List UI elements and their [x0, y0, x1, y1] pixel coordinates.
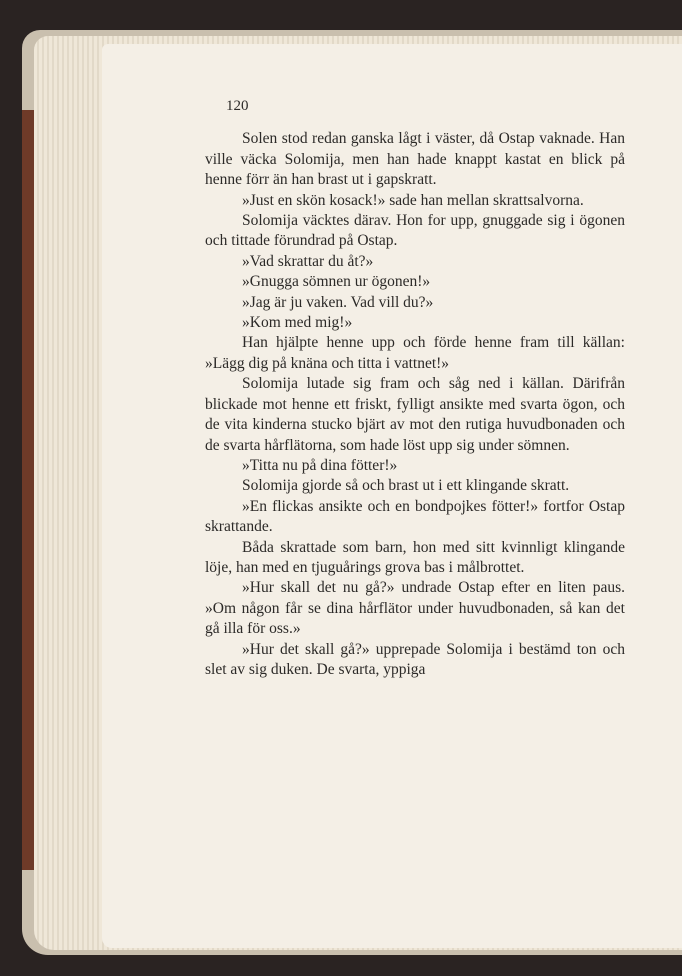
paragraph: Solen stod redan ganska lågt i väster, då Ostap vaknade. Han ville väcka Solomija, men han hade knappt kastat en blick på henne förr än han brast ut i gapskratt.	[205, 130, 625, 189]
paragraph: Båda skrattade som barn, hon med sitt kvinnligt klingande löje, han med en tjuguårings grova bas i målbrottet.	[205, 538, 625, 576]
paragraph: »Hur skall det nu gå?» undrade Ostap efter en liten paus. »Om någon får se dina hårflätor under huvudbonaden, så kan det gå illa för oss.»	[205, 579, 625, 638]
paragraph: Han hjälpte henne upp och förde henne fram till källan: »Lägg dig på knäna och titta i vattnet!»	[205, 334, 625, 372]
paragraph: »Gnugga sömnen ur ögonen!»	[242, 273, 431, 291]
paragraph: »Kom med mig!»	[242, 314, 353, 332]
paragraph: »Vad skrattar du åt?»	[242, 252, 374, 270]
paragraph: Solomija gjorde så och brast ut i ett klingande skratt.	[242, 477, 570, 495]
paragraph: Solomija lutade sig fram och såg ned i källan. Därifrån blickade mot henne ett friskt, fylligt ansikte med svarta ögon, och de vita kinderna stucko bjärt av mot den rutiga huvudbonaden och de svarta hårflätorna, som hade löst upp sig under sömnen.	[205, 375, 625, 454]
page-number: 120	[226, 98, 249, 114]
paragraph: »Hur det skall gå?» upprepade Solomija i bestämd ton och slet av sig duken. De svarta, yppiga	[205, 640, 625, 678]
paragraph: »Just en skön kosack!» sade han mellan skrattsalvorna.	[242, 191, 584, 209]
paragraph: Solomija väcktes därav. Hon for upp, gnuggade sig i ögonen och tittade förundrad på Ostap.	[205, 212, 625, 250]
page-text	[205, 96, 625, 680]
paragraph: »Titta nu på dina fötter!»	[242, 456, 398, 474]
paragraph: »Jag är ju vaken. Vad vill du?»	[242, 293, 434, 311]
paragraph: »En flickas ansikte och en bondpojkes fötter!» fortfor Ostap skrattande.	[205, 497, 625, 536]
